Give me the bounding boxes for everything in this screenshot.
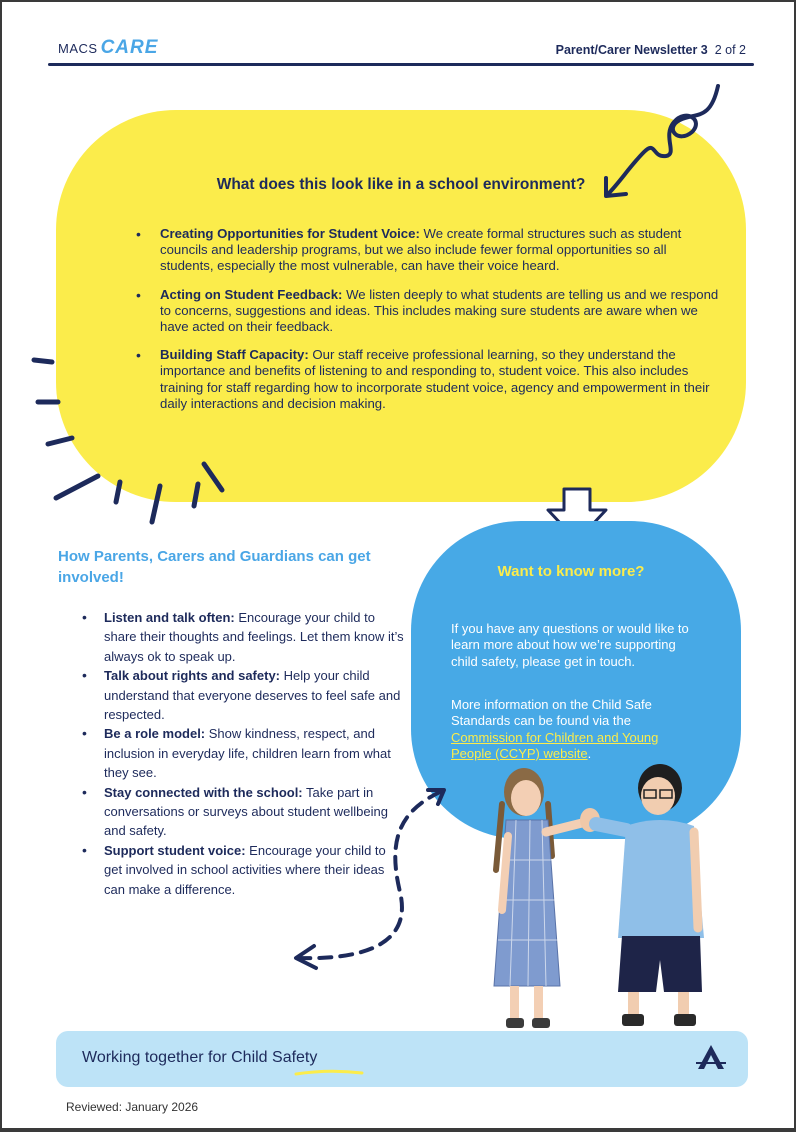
item-heading: Be a role model:	[104, 726, 206, 742]
logo-macs-text: MACS	[58, 40, 98, 56]
list-item	[160, 287, 720, 336]
burst-lines-icon	[28, 352, 238, 532]
list-item	[104, 608, 404, 666]
paragraph-end: .	[587, 746, 592, 762]
know-more-title: Want to know more?	[497, 563, 645, 580]
item-heading: Listen and talk often:	[104, 610, 235, 625]
ccyp-website-link[interactable]: Commission for Children and Young People (CCYP) website	[451, 729, 659, 762]
know-more-paragraph-link	[451, 697, 701, 763]
item-heading: Talk about rights and safety:	[104, 668, 281, 684]
item-text: Help your child understand that everyone deserves to feel safe and respected.	[104, 668, 401, 723]
footer-tagline: Working together for Child Safety	[82, 1049, 318, 1066]
footer-banner	[56, 1031, 748, 1087]
macs-sail-icon	[694, 1043, 728, 1073]
item-heading: Acting on Student Feedback:	[160, 286, 343, 302]
item-text: Take part in conversations or surveys about student wellbeing and safety.	[104, 784, 388, 839]
underline-swoosh-icon	[294, 1068, 364, 1078]
item-text: Encourage your child to get involved in school activities where their ideas can make a difference.	[104, 842, 386, 897]
reviewed-date: Reviewed: January 2026	[66, 1100, 199, 1114]
page-number: 2 of 2	[714, 43, 746, 57]
newsletter-title: Parent/Carer Newsletter 3	[555, 43, 708, 57]
list-item	[160, 226, 720, 275]
squiggle-arrow-icon	[600, 82, 730, 212]
item-heading: Support student voice:	[104, 842, 246, 858]
item-heading: Creating Opportunities for Student Voice:	[160, 226, 420, 241]
involved-title: How Parents, Carers and Guardians can get involved!	[58, 548, 371, 586]
item-text: Encourage your child to share their thoughts and feelings. Let them know it’s always ok to speak up.	[104, 610, 404, 664]
newsletter-header	[556, 43, 746, 57]
paragraph-text: More information on the Child Safe Standards can be found via the	[451, 697, 652, 729]
item-text: Our staff receive professional learning, so they understand the importance and benefits of listening to and responding to, student voice. This also includes training for staff regarding how to incorporate student voice, agency and empowerment in their daily interactions and decision making.	[160, 347, 710, 411]
school-environment-title: What does this look like in a school environment?	[216, 176, 586, 193]
list-item	[104, 666, 404, 724]
macs-care-logo	[58, 36, 158, 60]
newsletter-page	[2, 2, 794, 1128]
header-divider	[48, 63, 754, 66]
item-heading: Building Staff Capacity:	[160, 347, 309, 363]
item-text: We listen deeply to what students are telling us and we respond to concerns, suggestions and ideas. This includes making sure students are aware when we have acted on their feedback.	[160, 286, 719, 335]
know-more-paragraph: If you have any questions or would like to learn more about how we’re supporting child safety, please get in touch.	[451, 621, 689, 669]
children-high-five-photo	[472, 760, 722, 1032]
dashed-curved-arrow-icon	[288, 782, 458, 982]
list-item	[160, 347, 720, 412]
list-item	[104, 724, 404, 782]
item-heading: Stay connected with the school:	[104, 784, 303, 800]
logo-care-text: CARE	[100, 37, 159, 58]
item-text: We create formal structures such as student councils and leadership programs, but we also include fewer formal opportunities so all students, especially the most vulnerable, can have their voice heard.	[160, 226, 682, 274]
item-text: Show kindness, respect, and inclusion in everyday life, children learn from what they see.	[104, 726, 391, 781]
